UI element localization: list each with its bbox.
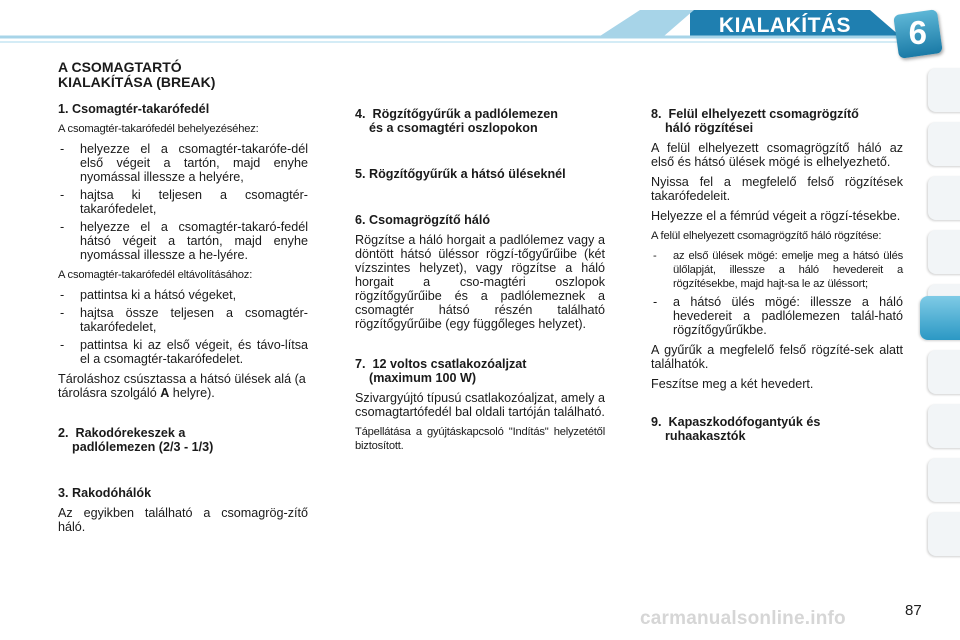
section-6-text: Rögzítse a háló horgait a padlólemez vagy a döntött hátsó üléssor rögzí-tőgyűrűibe (két vízszintes helyzet), vagy rögzítse a háló horgait a cso-magtéri oszlopok rögzítőgyűrűibe és a padlólemeznek a csomagtér hátsó részén található rögzítőgyűrűibe (egy függőleges helyzet). <box>355 233 605 331</box>
section-9-title: Kapaszkodófogantyúk és <box>668 415 821 429</box>
list-item: - helyezze el a csomagtér-takarófe-dél első végeit a tartón, majd enyhe nyomással illessze a helyére, <box>58 142 308 184</box>
chapter-tab[interactable] <box>928 68 960 112</box>
list-item: - a hátsó ülés mögé: illessze a háló hevedereit a padlólemezen talál-ható rögzítőgyűrűkbe. <box>651 295 903 337</box>
section-1-steps-2 <box>58 288 308 366</box>
page-title-line-2: KIALAKÍTÁSA (BREAK) <box>58 74 216 90</box>
section-9-number: 9. <box>651 415 662 429</box>
section-3-title: Rakodóhálók <box>72 486 152 500</box>
list-item: - pattintsa ki a hátsó végeket, <box>58 288 308 302</box>
section-8-p5: A gyűrűk a megfelelő felső rögzíté-sek alatt találhatók. <box>651 343 903 371</box>
chapter-badge <box>893 9 943 59</box>
note-text-end: helyre). <box>169 386 215 400</box>
section-7-title: 12 voltos csatlakozóaljzat <box>372 357 527 371</box>
section-1-heading <box>58 102 308 116</box>
page-title <box>58 60 308 90</box>
section-1-intro: A csomagtér-takarófedél behelyezéséhez: <box>58 123 259 135</box>
chapter-tab[interactable] <box>928 122 960 166</box>
section-1-title: Csomagtér-takarófedél <box>72 102 210 116</box>
list-item: - pattintsa ki az első végeit, és távo-lítsa el a csomagtér-takarófedelet. <box>58 338 308 366</box>
section-3-heading <box>58 486 308 500</box>
section-9-title-cont: ruhaakasztók <box>665 429 746 443</box>
section-4-number: 4. <box>355 107 366 121</box>
section-7-number: 7. <box>355 357 366 371</box>
section-8-p1: A felül elhelyezett csomagrögzítő háló az első és hátsó ülések mögé is elhelyezhető. <box>651 141 903 169</box>
section-7-title-cont: (maximum 100 W) <box>369 371 477 385</box>
chapter-tab[interactable] <box>928 512 960 556</box>
section-4-title: Rögzítőgyűrűk a padlólemezen <box>372 107 558 121</box>
column-3 <box>651 107 903 449</box>
section-2-heading <box>58 426 308 454</box>
section-7-text-2: Tápellátása a gyújtáskapcsoló "Indítás" helyzetétől biztosított. <box>355 426 605 452</box>
section-1-steps <box>58 142 308 262</box>
section-8-p2: Nyissa fel a megfelelő felső rögzítések takarófedeleit. <box>651 175 903 203</box>
section-8-number: 8. <box>651 107 662 121</box>
section-8-p6: Feszítse meg a két hevedert. <box>651 377 814 391</box>
section-6-title: Csomagrögzítő háló <box>369 213 491 227</box>
section-1-number: 1. <box>58 102 69 116</box>
page-title-line-1: A CSOMAGTARTÓ <box>58 59 182 75</box>
section-8-steps <box>651 249 903 337</box>
section-2-title: Rakodórekeszek a <box>75 426 186 440</box>
section-1-note <box>58 372 308 400</box>
list-item: - az első ülések mögé: emelje meg a hátsó ülés ülőlapját, illessze a háló hevedereit a rögzítésekbe, majd hajt-sa le az üléssort; <box>651 249 903 291</box>
section-6-number: 6. <box>355 213 366 227</box>
section-4-title-cont: és a csomagtéri oszlopokon <box>369 121 538 135</box>
section-6-heading <box>355 213 605 227</box>
section-8-title: Felül elhelyezett csomagrögzítő <box>668 107 859 121</box>
chapter-tabs <box>924 68 960 578</box>
section-8-p4: A felül elhelyezett csomagrögzítő háló rögzítése: <box>651 230 882 242</box>
page-number: 87 <box>905 602 922 619</box>
chapter-title: KIALAKÍTÁS <box>718 14 852 37</box>
section-4-heading <box>355 107 605 135</box>
section-1-intro-2: A csomagtér-takarófedél eltávolításához: <box>58 269 253 281</box>
section-2-number: 2. <box>58 426 69 440</box>
section-7-text: Szivargyújtó típusú csatlakozóaljzat, amely a csomagtartófedél bal oldali tartóján található. <box>355 391 605 419</box>
footer-watermark: carmanualsonline.info <box>640 608 846 629</box>
section-2-title-cont: padlólemezen (2/3 - 1/3) <box>72 440 214 454</box>
section-7-heading <box>355 357 605 385</box>
chapter-tab[interactable] <box>928 350 960 394</box>
list-item: - hajtsa össze teljesen a csomagtér-takarófedelet, <box>58 306 308 334</box>
section-5-title: Rögzítőgyűrűk a hátsó üléseknél <box>369 167 566 181</box>
chapter-number: 6 <box>908 14 928 52</box>
list-item: - helyezze el a csomagtér-takaró-fedél hátsó végeit a tartón, majd enyhe nyomással illessze a he-lyére. <box>58 220 308 262</box>
chapter-tab[interactable] <box>928 176 960 220</box>
note-label: A <box>160 386 170 400</box>
section-5-number: 5. <box>355 167 366 181</box>
chapter-tab[interactable] <box>928 230 960 274</box>
section-3-text: Az egyikben található a csomagrög-zítő háló. <box>58 506 308 534</box>
section-5-heading <box>355 167 605 181</box>
chapter-tab-active[interactable] <box>920 296 960 340</box>
section-8-title-cont: háló rögzítései <box>665 121 754 135</box>
column-1 <box>58 60 308 540</box>
section-9-heading <box>651 415 903 443</box>
section-3-number: 3. <box>58 486 69 500</box>
list-item: - hajtsa ki teljesen a csomagtér-takarófedelet, <box>58 188 308 216</box>
note-text: Tároláshoz csúsztassa a hátsó ülések alá (a tárolásra szolgáló <box>58 372 306 400</box>
chapter-tab[interactable] <box>928 458 960 502</box>
chapter-tab[interactable] <box>928 404 960 448</box>
column-2 <box>355 107 605 459</box>
section-8-heading <box>651 107 903 135</box>
section-8-p3: Helyezze el a fémrúd végeit a rögzí-tésekbe. <box>651 209 901 223</box>
